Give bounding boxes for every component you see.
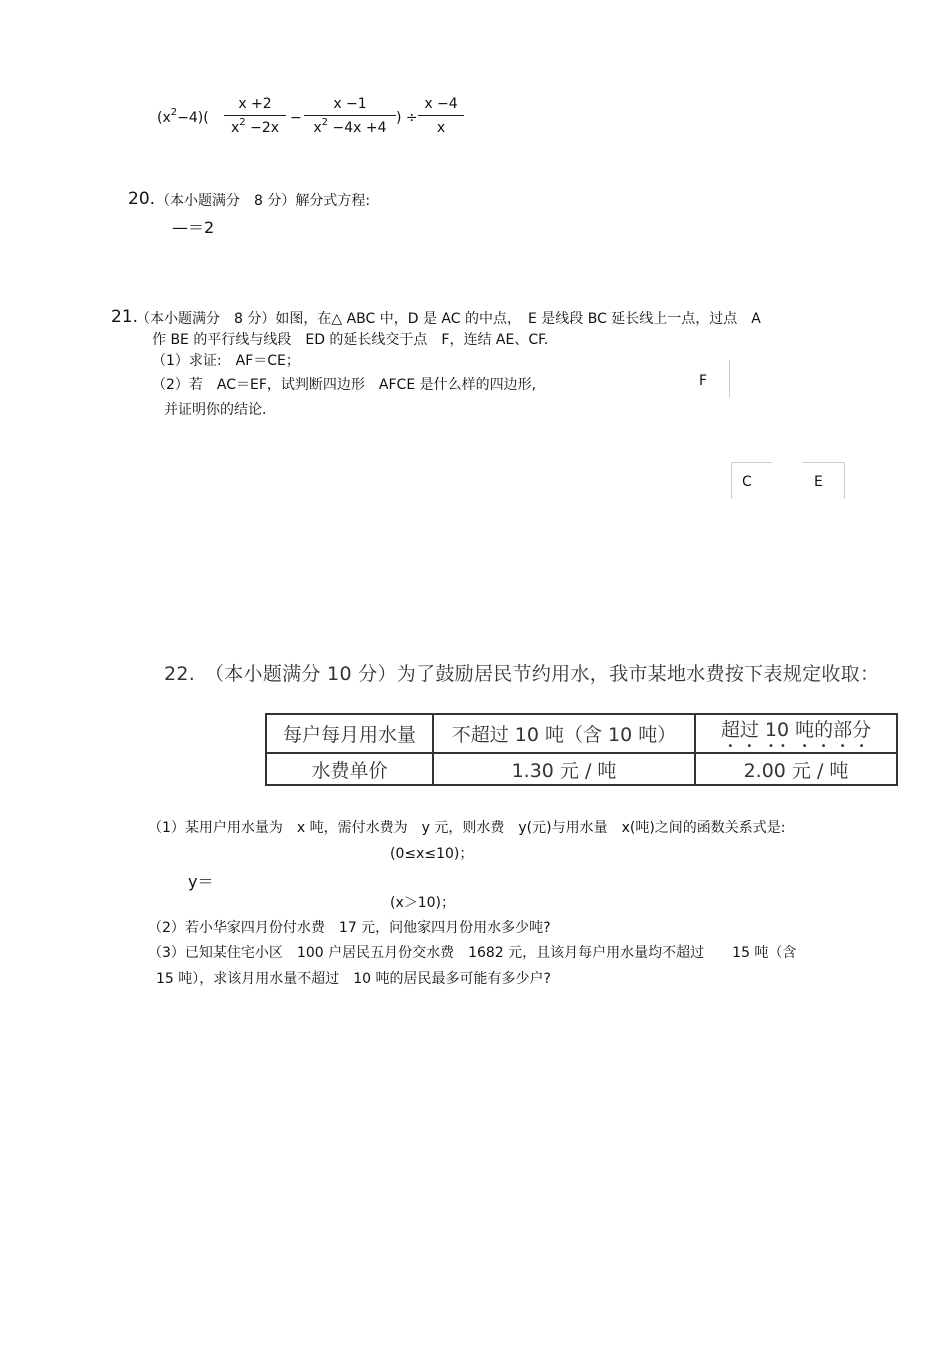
f1-den-base: x xyxy=(230,120,240,136)
fraction-2-numerator: x −1 xyxy=(304,96,396,116)
question-21-number: 21. xyxy=(111,307,139,327)
question-21-line1: （本小题满分 8 分）如图，在△ ABC 中，D 是 AC 的中点， E 是线段 BC 延长线上一点，过点 A xyxy=(136,311,761,327)
question-22-title: 22. （本小题满分 10 分）为了鼓励居民节约用水，我市某地水费按下表规定收取： xyxy=(164,663,880,685)
water-fee-table xyxy=(265,713,898,786)
f1-den-rest: −2x xyxy=(250,120,280,136)
expr-close-divide: ) ÷ xyxy=(396,110,418,126)
f1-den-exp: 2 xyxy=(239,117,246,128)
table-cell: 1.30 元 / 吨 xyxy=(433,753,695,785)
table-cell: 水费单价 xyxy=(266,753,433,785)
figure-corner-e xyxy=(802,462,845,499)
expr-mid: −4)( xyxy=(177,110,209,126)
fraction-3-denominator: x xyxy=(436,120,446,136)
piecewise-condition-2: (x＞10)； xyxy=(390,895,456,911)
label-e: E xyxy=(814,474,823,490)
label-c: C xyxy=(742,474,752,490)
question-21-part1: （1）求证: AF＝CE； xyxy=(152,353,300,369)
question-20-equation: —＝2 xyxy=(172,218,215,237)
f2-den-rest: −4x +4 xyxy=(332,120,387,136)
table-header-row xyxy=(266,714,897,753)
expr-exponent: 2 xyxy=(170,107,178,118)
fraction-3-numerator: x −4 xyxy=(418,96,464,116)
fraction-1-denominator xyxy=(224,116,286,136)
table-header-cell: 超过 10 吨的部分 xyxy=(695,714,897,753)
fraction-1-numerator: x +2 xyxy=(224,96,286,116)
figure-line xyxy=(729,360,730,398)
fraction-2 xyxy=(304,96,396,136)
question-22-part3: （3）已知某住宅小区 100 户居民五月份交水费 1682 元，且该月每户用水量均不超过 15 吨（含 xyxy=(148,945,797,961)
label-f: F xyxy=(699,373,708,389)
table-row xyxy=(266,753,897,785)
fraction-2-denominator xyxy=(304,116,396,136)
question-21-part2-cont: 并证明你的结论. xyxy=(164,402,267,418)
expr-open-text: (x xyxy=(157,110,171,126)
f2-den-base: x xyxy=(313,120,322,136)
question-20-number: 20. xyxy=(128,189,156,209)
question-22-part3-cont: 15 吨），求该月用水量不超过 10 吨的居民最多可能有多少户? xyxy=(156,971,551,987)
question-22-part2: （2）若小华家四月份付水费 17 元，问他家四月份用水多少吨? xyxy=(148,920,551,936)
piecewise-y-equals: y＝ xyxy=(188,872,214,891)
question-21-line2: 作 BE 的平行线与线段 ED 的延长线交于点 F，连结 AE、CF. xyxy=(152,332,549,348)
f2-den-exp: 2 xyxy=(321,117,329,128)
fraction-1 xyxy=(224,96,286,136)
table-header-cell: 每户每月用水量 xyxy=(266,714,433,753)
expr-open xyxy=(157,107,209,126)
question-20-text: （本小题满分 8 分）解分式方程: xyxy=(156,193,371,209)
piecewise-condition-1: (0≤x≤10)； xyxy=(390,846,474,862)
table-header-cell: 不超过 10 吨（含 10 吨） xyxy=(433,714,695,753)
fraction-3 xyxy=(418,96,464,136)
table-cell: 2.00 元 / 吨 xyxy=(695,753,897,785)
question-21-part2: （2）若 AC＝EF，试判断四边形 AFCE 是什么样的四边形, xyxy=(152,377,537,393)
question-22-part1: （1）某用户用水量为 x 吨，需付水费为 y 元，则水费 y(元)与用水量 x(吨)之间的函数关系式是: xyxy=(148,820,786,836)
expr-minus: − xyxy=(290,110,302,126)
